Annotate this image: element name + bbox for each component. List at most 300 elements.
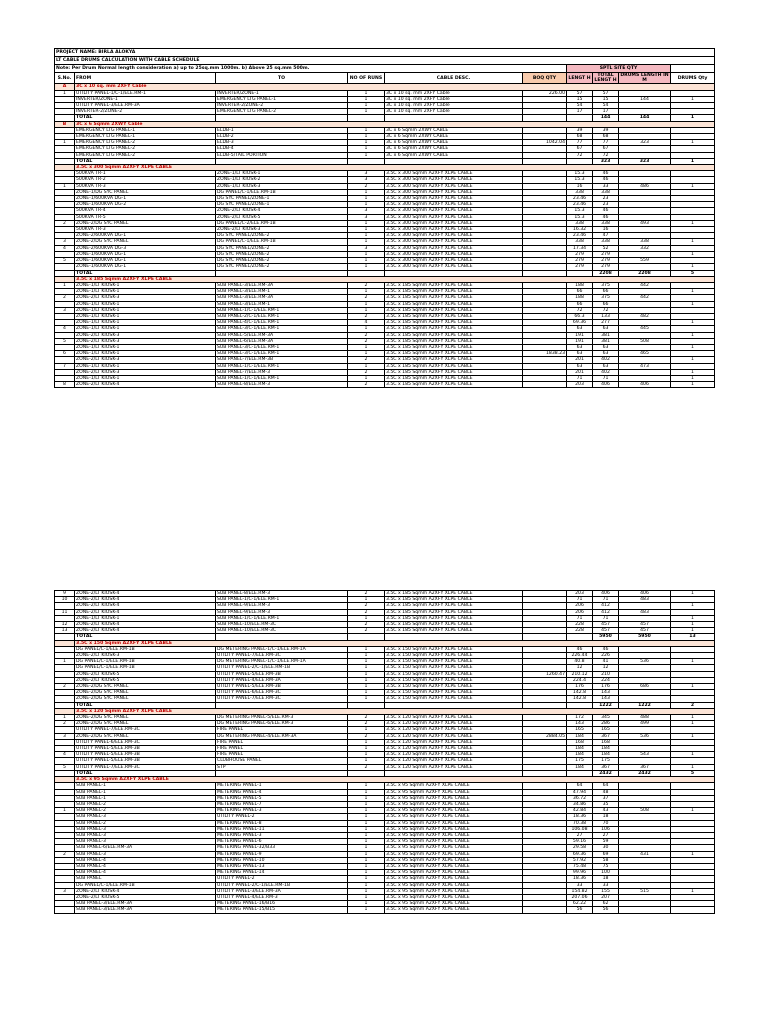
- cell-length: 66: [567, 289, 593, 295]
- cell-length: 203: [567, 591, 593, 597]
- cell-cable-desc: 3.5C x 185 Sqmm A2XFY XLPE CABLE: [385, 622, 523, 628]
- cell-runs: 1: [348, 597, 385, 603]
- cell-total-length: 165: [593, 727, 619, 733]
- cell-cable-desc: 3.5C x 300 Sqmm A2XFY XLPE CABLE: [385, 227, 523, 233]
- cell-total-length: 375: [593, 282, 619, 288]
- cell-length: 69.36: [567, 851, 593, 857]
- cell-from: 500KVA TR-3: [75, 183, 216, 189]
- cell-runs: 1: [348, 758, 385, 764]
- col-from: FROM: [75, 73, 216, 84]
- cable-schedule-table-1: [54, 48, 715, 388]
- cell-to: METERING PANEL-10: [216, 857, 348, 863]
- cell-length: 17.34: [567, 245, 593, 251]
- cell-from: ZONE-1/LT KIOSK-1: [75, 289, 216, 295]
- cell-cable-desc: 3.5C x 300 Sqmm A2XFY XLPE CABLE: [385, 251, 523, 257]
- cell-total-length: 100: [593, 870, 619, 876]
- cell-runs: 1: [348, 202, 385, 208]
- cell-runs: 1: [348, 140, 385, 146]
- cell-runs: 2: [348, 715, 385, 721]
- section-title: 3.5C x 185 Sqmm A2XFY XLPE CABLE: [75, 276, 715, 282]
- cell-runs: 1: [348, 863, 385, 869]
- cell-cable-desc: 3.5C x 95 Sqmm A2XFY XLPE CABLE: [385, 888, 523, 894]
- cell-from: ZONE-1/600KVA DG-1: [75, 251, 216, 257]
- cell-total-length: 63: [593, 326, 619, 332]
- cell-sno: 5: [55, 764, 75, 770]
- cell-length: 23.46: [567, 202, 593, 208]
- cell-drums-qty: 1: [671, 752, 715, 758]
- cell-runs: 1: [348, 233, 385, 239]
- cell-length: 63: [567, 351, 593, 357]
- cell-cable-desc: 3.5C x 300 Sqmm A2XFY XLPE CABLE: [385, 189, 523, 195]
- cell-total-length: 66: [593, 289, 619, 295]
- cell-runs: 1: [348, 653, 385, 659]
- cell-total-length: 367: [593, 764, 619, 770]
- cell-boq-qty: 1042.04: [523, 140, 567, 146]
- cell-from: EMERGENCY LTG PANEL-2: [75, 140, 216, 146]
- cell-cable-desc: 3.5C x 185 Sqmm A2XFY XLPE CABLE: [385, 369, 523, 375]
- cell-drums-qty: 1: [671, 622, 715, 628]
- cell-runs: 2: [348, 609, 385, 615]
- section-title: 3.5C x 300 Sqmm A2XFY XLPE CABLE: [75, 165, 715, 171]
- cell-total-length: 412: [593, 603, 619, 609]
- cell-to: METERING PANEL-6: [216, 839, 348, 845]
- cell-drums-length: 445: [619, 326, 671, 332]
- table-body-1: [55, 84, 715, 388]
- cell-to: SUB PANEL-7/ELE.RM-3B: [216, 357, 348, 363]
- cell-total-length: 224: [593, 677, 619, 683]
- cell-to: SUB PANEL-9/ELE.RM-3: [216, 609, 348, 615]
- cell-from: ZONE-2/LT KIOSK-5: [75, 671, 216, 677]
- cell-runs: 1: [348, 615, 385, 621]
- cell-from: DG PANEL/C-1/ELE.RM-1B: [75, 659, 216, 665]
- cell-cable-desc: 3.5C x 120 Sqmm A2XFY XLPE CABLE: [385, 733, 523, 739]
- cell-to: SUB PANEL-8/ELE.RM-3: [216, 591, 348, 597]
- cell-length: 184: [567, 746, 593, 752]
- cell-to: INVERTER/ZONE-1: [216, 90, 348, 96]
- cell-sno: 2: [55, 220, 75, 226]
- cell-cable-desc: 3.5C x 300 Sqmm A2XFY XLPE CABLE: [385, 245, 523, 251]
- cell-runs: 2: [348, 369, 385, 375]
- cell-from: ZONE-1/600KVA DG-1: [75, 264, 216, 270]
- cell-from: ZONE-1/600KVA DG-2: [75, 202, 216, 208]
- cell-runs: 1: [348, 739, 385, 745]
- cell-from: UTILITY PANEL-3/ELE.RM-3A: [75, 103, 216, 109]
- cell-from: SUB PANEL-3: [75, 814, 216, 820]
- cell-cable-desc: 3.5C x 300 Sqmm A2XFY XLPE CABLE: [385, 177, 523, 183]
- cell-runs: 1: [348, 220, 385, 226]
- cell-total-length: 184: [593, 752, 619, 758]
- cell-sno: 2: [55, 721, 75, 727]
- cell-cable-desc: 3.5C x 185 Sqmm A2XFY XLPE CABLE: [385, 357, 523, 363]
- cell-runs: 1: [348, 344, 385, 350]
- cell-runs: 1: [348, 90, 385, 96]
- cell-runs: 2: [348, 295, 385, 301]
- cell-from: SUB PANEL-4: [75, 870, 216, 876]
- cell-to: EMERGENCY LTG PANEL-1: [216, 96, 348, 102]
- cell-to: SUB PANEL-3/ELE.RM-3A: [216, 282, 348, 288]
- cell-cable-desc: 3.5C x 150 Sqmm A2XFY XLPE CABLE: [385, 696, 523, 702]
- cell-runs: 1: [348, 665, 385, 671]
- cell-length: 33: [567, 882, 593, 888]
- cell-length: 63: [567, 363, 593, 369]
- cell-total-length: 68: [593, 134, 619, 140]
- cell-drums-qty: 1: [671, 320, 715, 326]
- cell-runs: 3: [348, 208, 385, 214]
- cell-drums-qty: 1: [671, 301, 715, 307]
- cell-drums-length: 2432: [619, 770, 671, 776]
- cell-total-length: 279: [593, 251, 619, 257]
- cell-length: 176: [567, 684, 593, 690]
- cell-from: ZONE-2/LT KIOSK-3: [75, 338, 216, 344]
- cell-to: DG METERING PANEL-1/C-1/ELE.RM-1A: [216, 659, 348, 665]
- cell-total-length: 277: [593, 320, 619, 326]
- cell-to: ELDB-1: [216, 127, 348, 133]
- cell-total-length: 33: [593, 882, 619, 888]
- cell-cable-desc: 3.5C x 95 Sqmm A2XFY XLPE CABLE: [385, 845, 523, 851]
- cell-length: 15: [567, 96, 593, 102]
- cell-sno: 8: [55, 382, 75, 388]
- cell-length: 71: [567, 597, 593, 603]
- cell-sno: 3: [55, 888, 75, 894]
- cell-runs: 1: [348, 727, 385, 733]
- cell-to: ELDB-5/TAIL PORTION: [216, 152, 348, 158]
- cell-from: UTILITY PANEL-1/C-1/ELE.RM-1: [75, 90, 216, 96]
- cell-cable-desc: 3.5C x 120 Sqmm A2XFY XLPE CABLE: [385, 752, 523, 758]
- cell-total-length: 46: [593, 177, 619, 183]
- cell-from: SUB PANEL-1: [75, 795, 216, 801]
- cell-length: 18.36: [567, 814, 593, 820]
- cell-drums-length: 338: [619, 239, 671, 245]
- cell-cable-desc: 3C x 6 Sqmm 2XWY CABLE: [385, 140, 523, 146]
- cell-drums-qty: 1: [671, 140, 715, 146]
- cell-to: METERING PANEL-7: [216, 801, 348, 807]
- section-title: 3.5C x 95 Sqmm A2XFY XLPE CABLE: [75, 777, 715, 783]
- cell-runs: 1: [348, 134, 385, 140]
- cell-cable-desc: 3.5C x 185 Sqmm A2XFY XLPE CABLE: [385, 301, 523, 307]
- cell-length: 206: [567, 609, 593, 615]
- cell-total-length: 144: [593, 115, 619, 121]
- cell-total-length: 367: [593, 733, 619, 739]
- table-row: [55, 382, 715, 388]
- cell-cable-desc: 3.5C x 185 Sqmm A2XFY XLPE CABLE: [385, 344, 523, 350]
- cell-drums-length: 457: [619, 622, 671, 628]
- cell-to: SUB PANEL-3/ELE.RM-1: [216, 301, 348, 307]
- cell-sno: 1: [55, 659, 75, 665]
- cell-from: ZONE-1/LT KIOSK-1: [75, 351, 216, 357]
- cell-from: DG PANEL/C-1/ELE.RM-1B: [75, 646, 216, 652]
- cell-sno: 12: [55, 622, 75, 628]
- cell-total-length: 35: [593, 801, 619, 807]
- cell-to: SUB PANEL-2/C-1/ELE.RM-1: [216, 313, 348, 319]
- cell-total-length: 168: [593, 739, 619, 745]
- cell-total-length: 323: [593, 158, 619, 164]
- cell-from: TOTAL: [75, 158, 216, 164]
- cell-total-length: 71: [593, 597, 619, 603]
- cell-runs: 1: [348, 746, 385, 752]
- cell-drums-length: 499: [619, 721, 671, 727]
- cell-total-length: 226: [593, 653, 619, 659]
- cell-from: ZONE-1/LT KIOSK-1: [75, 282, 216, 288]
- cell-cable-desc: 3.5C x 185 Sqmm A2XFY XLPE CABLE: [385, 609, 523, 615]
- cell-to: SUB PANEL-8/ELE.RM-3: [216, 382, 348, 388]
- cell-drums-qty: 1: [671, 721, 715, 727]
- cell-total-length: 175: [593, 758, 619, 764]
- cell-drums-length: 144: [619, 96, 671, 102]
- cell-sno: 1: [55, 808, 75, 814]
- cell-from: ZONE-2/LT KIOSK-4: [75, 628, 216, 634]
- cell-cable-desc: 3C x 6 Sqmm 2XWY CABLE: [385, 146, 523, 152]
- col-total-length: TOTAL LENGT H: [594, 73, 617, 84]
- cell-to: UTILITY PANEL-5/ELE.RM-3B: [216, 671, 348, 677]
- cell-sno: [55, 907, 75, 913]
- cell-length: 72: [567, 152, 593, 158]
- cell-length: 172: [567, 715, 593, 721]
- cell-cable-desc: 3.5C x 120 Sqmm A2XFY XLPE CABLE: [385, 764, 523, 770]
- col-drums-length: DRUMS LENGTH IN M: [620, 73, 669, 84]
- cell-runs: 2: [348, 591, 385, 597]
- cell-length: 63: [567, 326, 593, 332]
- cell-to: UTILITY PANEL-2: [216, 814, 348, 820]
- cell-from: ZONE-1/LT KIOSK-1: [75, 313, 216, 319]
- cell-length: 184: [567, 752, 593, 758]
- col-cable-desc: CABLE DESC.: [385, 73, 523, 84]
- cell-from: ZONE-1/LT KIOSK-1: [75, 307, 216, 313]
- cell-cable-desc: 3.5C x 120 Sqmm A2XFY XLPE CABLE: [385, 715, 523, 721]
- cell-runs: 1: [348, 795, 385, 801]
- col-drums-qty: DRUMS Qty: [671, 73, 715, 84]
- cell-from: SUB PANEL-2: [75, 820, 216, 826]
- cell-cable-desc: 3.5C x 120 Sqmm A2XFY XLPE CABLE: [385, 739, 523, 745]
- cell-total-length: 155: [593, 888, 619, 894]
- cell-total-length: 1222: [593, 702, 619, 708]
- cell-from: SUB PANEL-4: [75, 857, 216, 863]
- cell-sno: 7: [55, 363, 75, 369]
- cell-runs: 1: [348, 826, 385, 832]
- cell-to: INVERTER-2/ZONE-2: [216, 103, 348, 109]
- cell-cable-desc: 3.5C x 185 Sqmm A2XFY XLPE CABLE: [385, 375, 523, 381]
- cell-length: 203: [567, 382, 593, 388]
- cell-from: UTILITY PANEL-7/ELE.RM-3C: [75, 727, 216, 733]
- cell-from: SUB PANEL-3: [75, 832, 216, 838]
- cell-from: EMERGENCY LTG PANEL-1: [75, 127, 216, 133]
- cell-from: ZONE-2/LT KIOSK-3: [75, 295, 216, 301]
- cell-to: METERING PANEL-3: [216, 832, 348, 838]
- cell-total-length: 338: [593, 189, 619, 195]
- cell-from: ZONE-2/DG SYC PANEL: [75, 690, 216, 696]
- cell-from: ZONE-2/DG SYC PANEL: [75, 715, 216, 721]
- cell-from: SUB PANEL: [75, 876, 216, 882]
- cell-drums-length: 559: [619, 258, 671, 264]
- cell-length: 29.58: [567, 845, 593, 851]
- cell-from: DG PANEL/C-1/ELE.RM-1B: [75, 882, 216, 888]
- cell-runs: 1: [348, 109, 385, 115]
- cell-from: UTILITY PANEL-5/ELE.RM-3B: [75, 752, 216, 758]
- cell-drums-length: 465: [619, 351, 671, 357]
- cell-total-length: 412: [593, 609, 619, 615]
- cell-length: 72: [567, 307, 593, 313]
- cell-cable-desc: 3.5C x 95 Sqmm A2XFY XLPE CABLE: [385, 820, 523, 826]
- cell-total-length: 5950: [593, 634, 619, 640]
- cell-from: 500KVA TR-3: [75, 227, 216, 233]
- cell-drums-length: 473: [619, 363, 671, 369]
- cell-to: UTILITY PANEL-5/ELE.RM-3B: [216, 684, 348, 690]
- cell-to: METERING PANEL-1: [216, 783, 348, 789]
- cell-total-length: 381: [593, 332, 619, 338]
- cell-drums-length: [619, 907, 671, 913]
- cell-runs: 4: [348, 320, 385, 326]
- cell-total-length: 12: [593, 665, 619, 671]
- cell-runs: 1: [348, 264, 385, 270]
- cell-total-length: 30: [593, 845, 619, 851]
- cell-runs: 2: [348, 282, 385, 288]
- cell-drums-length: 493: [619, 220, 671, 226]
- cell-drums-qty: 1: [671, 183, 715, 189]
- cell-drums-qty: 1: [671, 289, 715, 295]
- cell-sno: 3: [55, 733, 75, 739]
- cell-cable-desc: 3.5C x 95 Sqmm A2XFY XLPE CABLE: [385, 857, 523, 863]
- cell-to: UTILITY PANEL-7/ELE.RM-3C: [216, 696, 348, 702]
- cell-to: SUB PANEL-3/C-1/ELE.RM-1: [216, 344, 348, 350]
- cell-cable-desc: 3.5C x 300 Sqmm A2XFY XLPE CABLE: [385, 239, 523, 245]
- cell-runs: 1: [348, 882, 385, 888]
- cell-sno: 1: [55, 90, 75, 96]
- cell-total-length: 402: [593, 357, 619, 363]
- cell-drums-qty: 1: [671, 684, 715, 690]
- cell-boq-qty: [523, 907, 567, 913]
- cell-to: FIRE PANEL: [216, 746, 348, 752]
- cell-to: SUB PANEL-3/ELE.RM-3A: [216, 295, 348, 301]
- cell-to: METERING PANEL-15/B15: [216, 907, 348, 913]
- cell-from: 500KVA TR-2: [75, 177, 216, 183]
- cell-total-length: 16: [593, 227, 619, 233]
- cell-drums-qty: 1: [671, 764, 715, 770]
- cell-drums-qty: 1: [671, 115, 715, 121]
- cell-cable-desc: 3.5C x 150 Sqmm A2XFY XLPE CABLE: [385, 684, 523, 690]
- note-line: Note: Per Drum Normal length consideration a) up to 25sq.mm 1000m. b) Above 25 sq.mm 500m.: [55, 65, 567, 73]
- cell-cable-desc: 3.5C x 300 Sqmm A2XFY XLPE CABLE: [385, 202, 523, 208]
- cell-from: 500KVA TR-1: [75, 171, 216, 177]
- cell-cable-desc: 3C x 6 Sqmm 2XWY CABLE: [385, 127, 523, 133]
- cell-total-length: 133: [593, 313, 619, 319]
- cell-length: 207.06: [567, 894, 593, 900]
- cell-drums-length: 483: [619, 609, 671, 615]
- cell-drums-length: 515: [619, 888, 671, 894]
- cell-length: 42.84: [567, 808, 593, 814]
- cell-runs: 1: [348, 152, 385, 158]
- cell-sno: 5: [55, 338, 75, 344]
- cell-from: ZONE-1/LT KIOSK-1: [75, 301, 216, 307]
- cell-length: 47.94: [567, 789, 593, 795]
- cell-from: EMERGENCY LTG PANEL-1: [75, 134, 216, 140]
- cell-cable-desc: 3.5C x 150 Sqmm A2XFY XLPE CABLE: [385, 671, 523, 677]
- cell-runs: 1: [348, 752, 385, 758]
- cell-length: 175: [567, 758, 593, 764]
- cell-from: ZONE-2/LT KIOSK-5: [75, 894, 216, 900]
- cell-total-length: 15: [593, 96, 619, 102]
- cell-runs: 3: [348, 171, 385, 177]
- cell-total-length: 2208: [593, 270, 619, 276]
- cell-to: METERING PANEL-5: [216, 795, 348, 801]
- cell-runs: 2: [348, 622, 385, 628]
- cell-from: UTILITY PANEL-7/ELE.RM-3C: [75, 764, 216, 770]
- cell-runs: 2: [348, 332, 385, 338]
- cell-from: ZONE-1/LT KIOSK-1: [75, 344, 216, 350]
- cell-drums-length: 431: [619, 851, 671, 857]
- cell-from: ZONE-2/LT KIOSK-3: [75, 369, 216, 375]
- cell-runs: 1: [348, 146, 385, 152]
- cell-runs: 1: [348, 677, 385, 683]
- cell-cable-desc: 3.5C x 95 Sqmm A2XFY XLPE CABLE: [385, 832, 523, 838]
- cell-to: UTILITY PANEL-2/C-1/ELE.RM-1B: [216, 882, 348, 888]
- cell-cable-desc: 3.5C x 95 Sqmm A2XFY XLPE CABLE: [385, 894, 523, 900]
- cell-total-length: 58: [593, 857, 619, 863]
- cell-length: 39: [567, 127, 593, 133]
- cell-to: METERING PANEL-14: [216, 870, 348, 876]
- cell-cable-desc: 3.5C x 95 Sqmm A2XFY XLPE CABLE: [385, 808, 523, 814]
- cell-sno: 2: [55, 684, 75, 690]
- cell-length: 206: [567, 603, 593, 609]
- cell-sno: 10: [55, 597, 75, 603]
- cell-total-length: 56: [593, 907, 619, 913]
- cell-drums-length: 1222: [619, 702, 671, 708]
- cell-runs: 1: [348, 301, 385, 307]
- cell-drums-length: 536: [619, 733, 671, 739]
- cell-cable-desc: 3.5C x 150 Sqmm A2XFY XLPE CABLE: [385, 659, 523, 665]
- cell-to: METERING PANEL-32/B33: [216, 845, 348, 851]
- cell-drums-length: 442: [619, 295, 671, 301]
- cell-length: 16: [567, 183, 593, 189]
- cell-runs: 1: [348, 876, 385, 882]
- cell-cable-desc: 3.5C x 300 Sqmm A2XFY XLPE CABLE: [385, 208, 523, 214]
- cell-to: ELDB-3: [216, 140, 348, 146]
- cell-to: UTILITY PANEL-3/ELE.RM-3A: [216, 888, 348, 894]
- cell-to: METERING PANEL-4: [216, 789, 348, 795]
- cell-cable-desc: 3.5C x 300 Sqmm A2XFY XLPE CABLE: [385, 196, 523, 202]
- cell-runs: 1: [348, 907, 385, 913]
- cell-total-length: 59: [593, 839, 619, 845]
- cell-runs: 2: [348, 733, 385, 739]
- cell-drums-qty: 1: [671, 357, 715, 363]
- cell-length: 34.86: [567, 801, 593, 807]
- cell-from: ZONE-2/DG SYC PANEL: [75, 220, 216, 226]
- cell-drums-qty: 1: [671, 659, 715, 665]
- cell-runs: 1: [348, 251, 385, 257]
- cell-from: ZONE-2/LT KIOSK-4: [75, 597, 216, 603]
- cell-total-length: 52: [593, 245, 619, 251]
- cell-total-length: 75: [593, 863, 619, 869]
- cell-total-length: 2432: [593, 770, 619, 776]
- cell-to: FIRE PANEL: [216, 739, 348, 745]
- cell-drums-length: 686: [619, 684, 671, 690]
- cell-to: METERING PANEL-16/B16: [216, 901, 348, 907]
- cell-cable-desc: 3.5C x 185 Sqmm A2XFY XLPE CABLE: [385, 313, 523, 319]
- cell-total-length: 406: [593, 382, 619, 388]
- cell-from: ZONE-2/600KVA DG-3: [75, 245, 216, 251]
- cell-to: METERING PANEL-9: [216, 851, 348, 857]
- cell-length: 184: [567, 764, 593, 770]
- cell-to: ZONE-1/LT KIOSK-3: [216, 183, 348, 189]
- cell-total-length: 41: [593, 659, 619, 665]
- cell-to: METERING PANEL-8: [216, 820, 348, 826]
- section-title: 3.5C x 120 Sqmm A2XFY XLPE CABLE: [75, 708, 715, 714]
- cell-from: ZONE-2/LT KIOSK-4: [75, 888, 216, 894]
- cell-runs: 1: [348, 814, 385, 820]
- cell-length: 191: [567, 338, 593, 344]
- cell-drums-length: 483: [619, 597, 671, 603]
- table-row: [55, 907, 715, 913]
- cell-to: SUB PANEL-6/ELE.RM-3A: [216, 338, 348, 344]
- cell-from: ZONE-2/DG SYC PANEL: [75, 733, 216, 739]
